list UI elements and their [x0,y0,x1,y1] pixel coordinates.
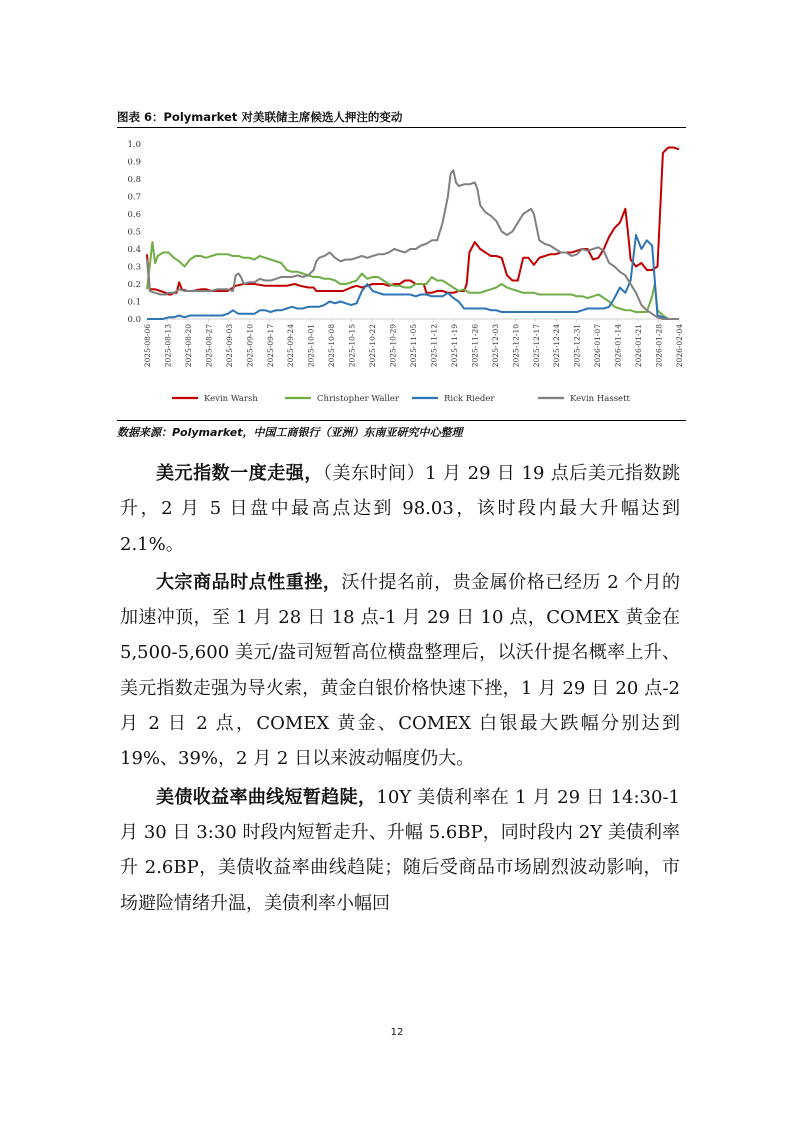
legend-label: Christopher Waller [317,394,399,404]
y-tick-label: 0.2 [127,280,141,290]
y-tick-label: 0.0 [127,315,141,325]
y-tick-label: 0.8 [127,175,141,185]
x-tick-label: 2025-08-13 [163,324,173,368]
x-tick-label: 2025-09-24 [286,324,296,368]
x-tick-label: 2025-12-17 [531,324,541,368]
y-tick-label: 0.6 [127,210,141,220]
paragraph-treasuries [120,780,680,921]
legend-label: Kevin Hassett [570,394,630,404]
paragraph-heading: 美债收益率曲线短暂趋陡， [156,786,377,808]
x-tick-label: 2026-02-04 [675,324,684,368]
body-text [120,456,680,924]
x-tick-label: 2026-01-07 [593,323,603,368]
x-tick-label: 2025-08-27 [204,324,214,368]
x-tick-label: 2025-10-29 [388,324,398,368]
paragraph-body: 10Y 美债利率在 1 月 29 日 14:30-1 月 30 日 3:30 时段内短暂走升、升幅 5.6BP，同时段内 2Y 美债利率升 2.6BP，美债收益率曲线趋陡；随后受商品市场剧烈波动影响，市场避险情绪升温，美债利率小幅回 [120,786,680,914]
x-tick-label: 2025-09-17 [265,324,275,368]
bottom-rule [117,420,686,421]
page-number: 12 [390,1027,404,1038]
y-tick-label: 0.9 [127,157,141,168]
y-tick-label: 0.3 [127,262,141,273]
x-tick-label: 2025-12-31 [572,324,582,368]
x-tick-label: 2025-11-05 [409,324,418,368]
y-tick-label: 0.5 [127,227,141,238]
series-line-kevin-warsh [147,148,679,295]
x-tick-label: 2025-10-15 [347,324,357,368]
legend-label: Kevin Warsh [204,394,258,404]
y-tick-label: 0.4 [127,245,141,255]
y-tick-label: 1.0 [127,140,141,150]
x-tick-label: 2026-01-14 [613,323,623,368]
x-tick-label: 2025-08-06 [143,324,152,368]
x-tick-label: 2025-12-03 [490,324,500,368]
y-axis [127,140,141,325]
x-tick-label: 2025-09-03 [224,324,234,368]
figure-source: 数据来源：Polymarket，中国工商银行（亚洲）东南亚研究中心整理 [117,426,463,439]
series-layer [147,148,679,320]
x-axis [143,319,684,367]
figure-title: 图表 6：Polymarket 对美联储主席候选人押注的变动 [117,110,403,124]
x-tick-label: 2025-10-01 [306,324,316,368]
x-tick-label: 2025-11-26 [470,324,480,368]
x-tick-label: 2025-10-08 [327,324,337,368]
paragraph-usd [120,456,680,562]
x-tick-label: 2025-11-19 [449,324,459,368]
y-tick-label: 0.1 [127,297,141,308]
paragraph-heading: 大宗商品时点性重挫， [156,571,342,593]
legend-label: Rick Rieder [444,394,495,404]
paragraph-body: （美东时间）1 月 29 日 19 点后美元指数跳升，2 月 5 日盘中最高点达到 98.03，该时段内最大升幅达到 2.1%。 [120,463,681,555]
x-tick-label: 2025-12-24 [552,324,562,368]
y-tick-label: 0.7 [127,192,141,203]
x-tick-label: 2025-08-20 [183,324,193,368]
x-tick-label: 2026-01-28 [654,324,664,368]
x-tick-label: 2025-09-10 [245,324,255,368]
line-chart [117,128,686,420]
legend [172,394,630,404]
series-line-kevin-hassett [147,170,679,319]
paragraph-heading: 美元指数一度走强， [156,463,323,484]
paragraph-body: 沃什提名前，贵金属价格已经历 2 个月的加速冲顶，至 1 月 28 日 18 点-1 月 29 日 10 点，COMEX 黄金在 5,500-5,600 美元/盎司短暂高位横盘整理后，以沃什提名概率上升、美元指数走强为导火索，黄金白银价格快速下挫，1 月 29 日 20 点-2 月 2 日 2 点，COMEX 黄金、COMEX 白银最大跌幅分别达到 19%、39%，2 月 2 日以来波动幅度仍大。 [120,571,680,770]
x-tick-label: 2025-10-22 [368,324,378,368]
paragraph-commodities [120,565,680,777]
x-tick-label: 2026-01-21 [634,324,644,368]
x-tick-label: 2025-12-10 [511,324,521,368]
x-tick-label: 2025-11-12 [429,324,439,368]
